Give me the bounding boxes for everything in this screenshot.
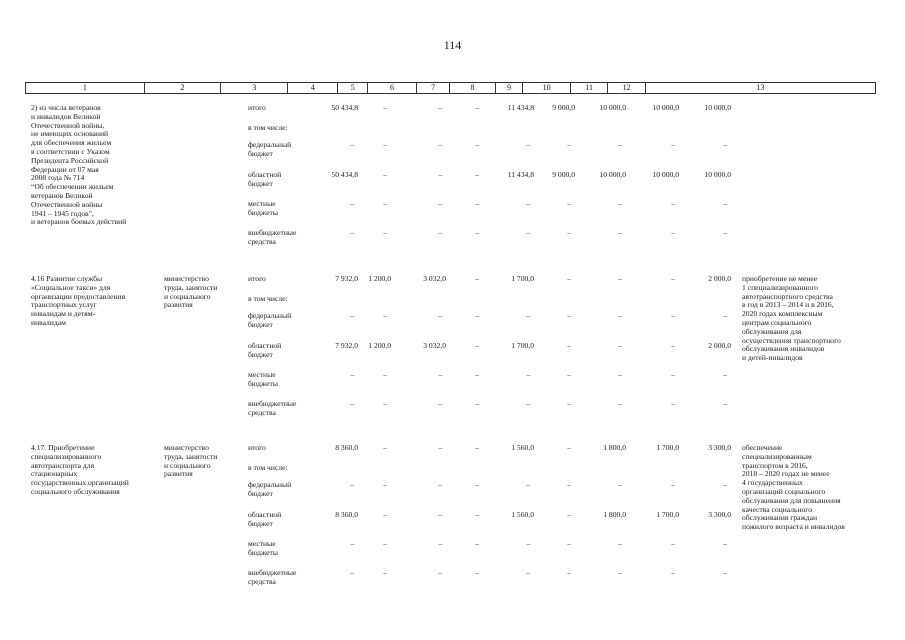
empty-value: – <box>475 370 479 379</box>
header-col-4: 4 <box>288 83 338 93</box>
amount-value: 1 700,0 <box>511 274 534 283</box>
measure-name-line: не имеющих оснований <box>31 129 109 139</box>
empty-value: – <box>526 568 530 577</box>
empty-value: – <box>567 510 571 519</box>
header-col-7: 7 <box>417 83 450 93</box>
empty-value: – <box>438 399 442 408</box>
source-label: бюджет <box>248 349 273 359</box>
empty-value: – <box>383 399 387 408</box>
empty-value: – <box>723 228 727 237</box>
executor-line: и социального <box>164 460 211 470</box>
measure-name-line: ветеранов Великой <box>31 191 93 200</box>
empty-value: – <box>438 228 442 237</box>
empty-value: – <box>438 480 442 489</box>
amount-value: 2 000,0 <box>708 274 731 283</box>
empty-value: – <box>438 443 442 452</box>
header-col-12: 12 <box>608 83 646 93</box>
amount-value: 10 000,0 <box>652 170 679 179</box>
result-line: пожилого возраста и инвалидов <box>742 522 845 532</box>
empty-value: – <box>383 539 387 548</box>
source-label: областной <box>248 341 282 350</box>
result-line: организаций социального <box>742 487 826 496</box>
empty-value: – <box>438 539 442 548</box>
empty-value: – <box>438 568 442 577</box>
result-line: 4 государственных <box>742 478 803 488</box>
empty-value: – <box>567 480 571 489</box>
amount-value: 1 800,0 <box>603 510 626 519</box>
amount-value: 1 700,0 <box>511 341 534 350</box>
empty-value: – <box>567 341 571 350</box>
amount-value: 1 800,0 <box>603 443 626 452</box>
empty-value: – <box>618 199 622 208</box>
empty-value: – <box>475 274 479 283</box>
result-line: 2018 – 2020 годах не менее <box>742 469 830 479</box>
empty-value: – <box>475 140 479 149</box>
empty-value: – <box>526 199 530 208</box>
amount-value: 7 932,0 <box>335 341 358 350</box>
measure-name-line: 2008 года № 714 <box>31 173 85 183</box>
empty-value: – <box>475 228 479 237</box>
empty-value: – <box>350 480 354 489</box>
empty-value: – <box>475 480 479 489</box>
empty-value: – <box>723 399 727 408</box>
amount-value: 11 434,8 <box>507 103 534 112</box>
amount-value: 1 200,0 <box>368 274 391 283</box>
empty-value: – <box>567 443 571 452</box>
empty-value: – <box>383 510 387 519</box>
header-col-10: 10 <box>523 83 570 93</box>
empty-value: – <box>350 228 354 237</box>
empty-value: – <box>526 140 530 149</box>
source-label: местные <box>248 199 276 208</box>
source-label: федеральный <box>248 480 292 489</box>
source-label: бюджет <box>248 319 273 329</box>
source-label: итого <box>248 103 266 112</box>
page-number: 114 <box>443 38 462 52</box>
source-label: бюджет <box>248 488 273 498</box>
source-label: федеральный <box>248 140 292 149</box>
amount-value: 10 000,0 <box>704 170 731 179</box>
source-label: в том числе: <box>248 294 288 303</box>
result-line: обслуживания для <box>742 326 802 336</box>
empty-value: – <box>567 311 571 320</box>
empty-value: – <box>438 170 442 179</box>
result-line: качества социального <box>742 504 813 514</box>
empty-value: – <box>618 140 622 149</box>
empty-value: – <box>438 140 442 149</box>
executor-line: труда, занятости <box>164 451 218 461</box>
measure-name-line: Отечественной войны, <box>31 120 105 130</box>
empty-value: – <box>671 480 675 489</box>
empty-value: – <box>350 568 354 577</box>
empty-value: – <box>671 274 675 283</box>
empty-value: – <box>383 311 387 320</box>
result-line: осуществления транспортного <box>742 335 841 345</box>
result-line: обеспечение <box>742 443 783 452</box>
amount-value: 1 200,0 <box>368 341 391 350</box>
source-label: средства <box>248 236 276 246</box>
source-label: в том числе: <box>248 123 288 132</box>
empty-value: – <box>475 341 479 350</box>
header-col-5: 5 <box>338 83 368 93</box>
amount-value: 10 000,0 <box>599 103 626 112</box>
result-line: обслуживания граждан <box>742 513 818 523</box>
empty-value: – <box>526 399 530 408</box>
amount-value: 1 560,0 <box>511 510 534 519</box>
empty-value: – <box>567 140 571 149</box>
measure-name-line: специализированного <box>31 451 102 461</box>
source-label: областной <box>248 170 282 179</box>
amount-value: 50 434,8 <box>331 103 358 112</box>
empty-value: – <box>618 370 622 379</box>
source-label: итого <box>248 274 266 283</box>
measure-name-line: “Об обеспечении жильем <box>31 182 114 192</box>
empty-value: – <box>567 199 571 208</box>
amount-value: 3 032,0 <box>423 274 446 283</box>
source-label: в том числе: <box>248 463 288 472</box>
executor-line: министерство <box>164 443 209 452</box>
empty-value: – <box>723 140 727 149</box>
empty-value: – <box>618 341 622 350</box>
empty-value: – <box>723 199 727 208</box>
empty-value: – <box>475 539 479 548</box>
empty-value: – <box>350 370 354 379</box>
empty-value: – <box>618 568 622 577</box>
result-line: транспортом в 2016, <box>742 460 808 470</box>
result-line: приобретение не менее <box>742 274 818 283</box>
empty-value: – <box>438 311 442 320</box>
empty-value: – <box>383 443 387 452</box>
empty-value: – <box>526 480 530 489</box>
measure-name-line: государственных организаций <box>31 478 129 488</box>
measure-name-line: транспортных услуг <box>31 300 97 310</box>
result-line: специализированным <box>742 451 812 461</box>
table-header-row <box>25 82 876 94</box>
empty-value: – <box>438 103 442 112</box>
empty-value: – <box>618 228 622 237</box>
amount-value: 9 000,0 <box>552 103 575 112</box>
amount-value: 10 000,0 <box>704 103 731 112</box>
measure-name-line: 2) из числа ветеранов <box>31 103 101 112</box>
measure-name-line: «Социальное такси» для <box>31 282 111 292</box>
empty-value: – <box>723 311 727 320</box>
empty-value: – <box>671 539 675 548</box>
source-label: средства <box>248 407 276 417</box>
amount-value: 10 000,0 <box>599 170 626 179</box>
empty-value: – <box>526 370 530 379</box>
executor-line: развития <box>164 469 193 479</box>
amount-value: 1 560,0 <box>511 443 534 452</box>
result-line: центрам социального <box>742 318 812 327</box>
empty-value: – <box>671 228 675 237</box>
measure-name-line: Федерации от 07 мая <box>31 164 99 174</box>
header-col-11: 11 <box>571 83 609 93</box>
source-label: бюджет <box>248 518 273 528</box>
amount-value: 2 000,0 <box>708 341 731 350</box>
source-label: областной <box>248 510 282 519</box>
measure-name-line: стационарных <box>31 469 78 479</box>
measure-name-line: и инвалидов Великой <box>31 111 101 121</box>
empty-value: – <box>671 341 675 350</box>
empty-value: – <box>567 539 571 548</box>
empty-value: – <box>723 370 727 379</box>
empty-value: – <box>475 443 479 452</box>
empty-value: – <box>383 199 387 208</box>
result-line: и детей-инвалидов <box>742 353 803 363</box>
source-label: бюджет <box>248 148 273 158</box>
empty-value: – <box>438 370 442 379</box>
empty-value: – <box>567 399 571 408</box>
source-label: внебюджетные <box>248 228 297 237</box>
source-label: внебюджетные <box>248 399 297 408</box>
empty-value: – <box>475 510 479 519</box>
amount-value: 8 360,0 <box>335 443 358 452</box>
empty-value: – <box>671 399 675 408</box>
source-label: местные <box>248 539 276 548</box>
source-label: бюджеты <box>248 378 278 388</box>
measure-name-line: в соответствии с Указом <box>31 147 110 156</box>
amount-value: 8 360,0 <box>335 510 358 519</box>
result-line: 2020 годах комплексным <box>742 309 823 319</box>
measure-name-line: Президента Российской <box>31 155 109 165</box>
empty-value: – <box>723 539 727 548</box>
measure-name-line: инвалидам <box>31 318 66 327</box>
measure-name-line: автотранспорта для <box>31 460 95 470</box>
amount-value: 10 000,0 <box>652 103 679 112</box>
amount-value: 3 300,0 <box>708 510 731 519</box>
result-line: 1 специализированного <box>742 282 819 292</box>
empty-value: – <box>723 480 727 489</box>
measure-name-line: и ветеранов боевых действий <box>31 217 127 227</box>
empty-value: – <box>671 568 675 577</box>
empty-value: – <box>350 539 354 548</box>
source-label: внебюджетные <box>248 568 297 577</box>
executor-line: и социального <box>164 291 211 301</box>
amount-value: 9 000,0 <box>552 170 575 179</box>
header-col-8: 8 <box>450 83 496 93</box>
amount-value: 1 700,0 <box>656 443 679 452</box>
result-line: обслуживания инвалидов <box>742 344 825 354</box>
result-line: в год в 2013 – 2014 и в 2016, <box>742 300 834 310</box>
empty-value: – <box>618 539 622 548</box>
empty-value: – <box>350 140 354 149</box>
empty-value: – <box>567 370 571 379</box>
empty-value: – <box>438 199 442 208</box>
result-line: автотранспортного средства <box>742 291 833 301</box>
empty-value: – <box>383 103 387 112</box>
source-label: итого <box>248 443 266 452</box>
empty-value: – <box>350 399 354 408</box>
executor-line: труда, занятости <box>164 282 218 292</box>
result-line: обслуживания для повышения <box>742 495 841 505</box>
header-col-9: 9 <box>496 83 524 93</box>
empty-value: – <box>671 199 675 208</box>
executor-line: министерство <box>164 274 209 283</box>
header-col-3: 3 <box>221 83 288 93</box>
empty-value: – <box>475 568 479 577</box>
amount-value: 11 434,8 <box>507 170 534 179</box>
source-label: бюджеты <box>248 207 278 217</box>
empty-value: – <box>671 311 675 320</box>
empty-value: – <box>383 568 387 577</box>
amount-value: 50 434,8 <box>331 170 358 179</box>
empty-value: – <box>350 199 354 208</box>
source-label: федеральный <box>248 311 292 320</box>
empty-value: – <box>671 140 675 149</box>
measure-name-line: организации предоставления <box>31 291 126 301</box>
empty-value: – <box>383 480 387 489</box>
empty-value: – <box>526 311 530 320</box>
amount-value: 3 300,0 <box>708 443 731 452</box>
measure-name-line: 4.17. Приобретение <box>31 443 95 452</box>
amount-value: 1 700,0 <box>656 510 679 519</box>
empty-value: – <box>618 399 622 408</box>
empty-value: – <box>475 103 479 112</box>
empty-value: – <box>475 170 479 179</box>
measure-name-line: Отечественной войны <box>31 199 103 209</box>
empty-value: – <box>567 568 571 577</box>
empty-value: – <box>567 228 571 237</box>
amount-value: 7 932,0 <box>335 274 358 283</box>
empty-value: – <box>383 370 387 379</box>
header-col-2: 2 <box>145 83 222 93</box>
header-col-1: 1 <box>26 83 145 93</box>
measure-name-line: 4.16 Развитие службы <box>31 274 103 283</box>
empty-value: – <box>618 274 622 283</box>
header-col-13: 13 <box>756 83 765 92</box>
measure-name-line: для обеспечения жильем <box>31 138 112 148</box>
header-col-6: 6 <box>368 83 417 93</box>
measure-name-line: инвалидам и детям- <box>31 309 96 319</box>
source-label: средства <box>248 576 276 586</box>
empty-value: – <box>475 399 479 408</box>
empty-value: – <box>618 480 622 489</box>
empty-value: – <box>526 539 530 548</box>
empty-value: – <box>383 228 387 237</box>
empty-value: – <box>475 199 479 208</box>
empty-value: – <box>475 311 479 320</box>
empty-value: – <box>618 311 622 320</box>
empty-value: – <box>438 510 442 519</box>
empty-value: – <box>350 311 354 320</box>
measure-name-line: 1941 – 1945 годов”, <box>31 208 94 218</box>
empty-value: – <box>526 228 530 237</box>
amount-value: 3 032,0 <box>423 341 446 350</box>
source-label: бюджет <box>248 178 273 188</box>
source-label: бюджеты <box>248 547 278 557</box>
empty-value: – <box>383 170 387 179</box>
empty-value: – <box>723 568 727 577</box>
executor-line: развития <box>164 300 193 310</box>
empty-value: – <box>383 140 387 149</box>
measure-name-line: социального обслуживания <box>31 487 120 496</box>
empty-value: – <box>671 370 675 379</box>
empty-value: – <box>567 274 571 283</box>
source-label: местные <box>248 370 276 379</box>
